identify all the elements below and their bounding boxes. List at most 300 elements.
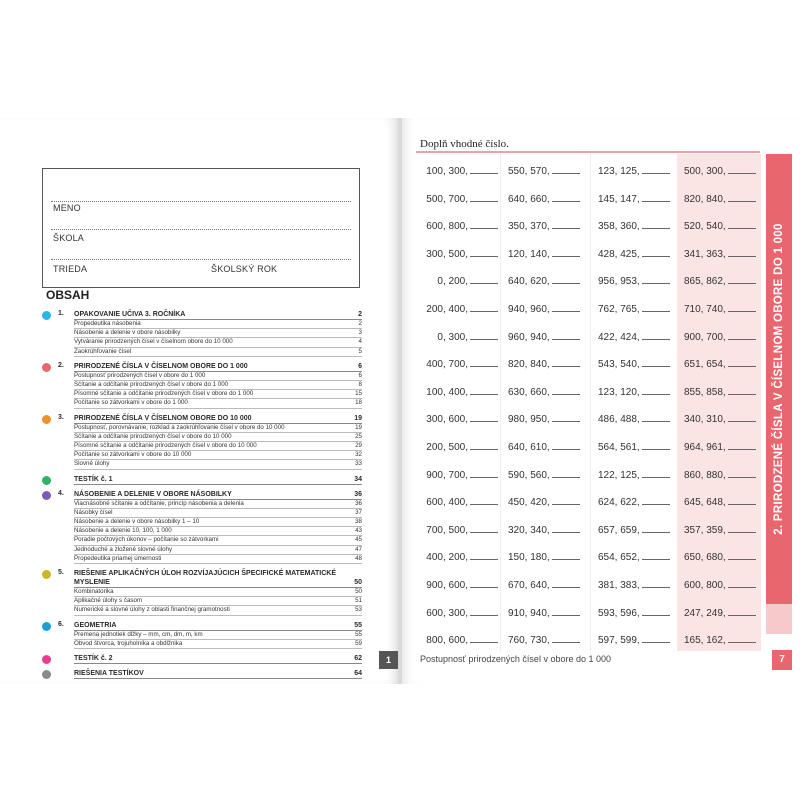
toc-chapter [42, 490, 362, 564]
sequence-item [416, 633, 498, 646]
answer-blank[interactable] [728, 247, 756, 257]
answer-blank[interactable] [728, 440, 756, 450]
toc-item [74, 546, 362, 555]
sequence-numbers: 300, 600, [426, 414, 468, 426]
toc-item [74, 320, 362, 329]
chapter-color-dot [42, 655, 51, 664]
answer-blank[interactable] [552, 523, 580, 533]
sequence-item [684, 412, 756, 425]
answer-blank[interactable] [470, 633, 498, 643]
answer-blank[interactable] [552, 247, 580, 257]
answer-blank[interactable] [642, 606, 670, 616]
answer-blank[interactable] [470, 523, 498, 533]
exercise-row [416, 330, 762, 358]
answer-blank[interactable] [470, 247, 498, 257]
sequence-numbers: 150, 180, [508, 552, 550, 564]
sequence-numbers: 486, 488, [598, 414, 640, 426]
chapter-page: 50 [354, 579, 362, 587]
info-line [51, 259, 351, 260]
exercise-row [416, 219, 762, 247]
toc-item-page: 45 [355, 536, 362, 544]
answer-blank[interactable] [728, 357, 756, 367]
sequence-numbers: 650, 680, [684, 552, 726, 564]
answer-blank[interactable] [642, 302, 670, 312]
sequence-numbers: 543, 540, [598, 359, 640, 371]
toc-item [74, 509, 362, 518]
chapter-page: 62 [354, 655, 362, 663]
sequence-item [684, 633, 756, 646]
sequence-numbers: 0, 300, [437, 331, 468, 343]
sequence-numbers: 165, 162, [684, 635, 726, 647]
sequence-numbers: 350, 370, [508, 221, 550, 233]
sequence-item [684, 357, 756, 370]
chapter-color-dot [42, 311, 51, 320]
name-label: MENO [53, 203, 81, 213]
sequence-item [416, 495, 498, 508]
chapter-number: 4. [58, 489, 64, 497]
answer-blank[interactable] [728, 550, 756, 560]
answer-blank[interactable] [470, 357, 498, 367]
toc-item-title: Jednoduché a zložené slovné úlohy [74, 545, 173, 553]
toc-item [74, 442, 362, 451]
sequence-numbers: 200, 500, [426, 441, 468, 453]
answer-blank[interactable] [642, 550, 670, 560]
chapter-title: PRIRODZENÉ ČÍSLA V ČÍSELNOM OBORE DO 1 000 [74, 362, 248, 370]
sequence-numbers: 247, 249, [684, 607, 726, 619]
answer-blank[interactable] [642, 495, 670, 505]
sequence-item [416, 385, 498, 398]
sequence-item [416, 357, 498, 370]
sequence-numbers: 910, 940, [508, 607, 550, 619]
answer-blank[interactable] [470, 274, 498, 284]
toc-title: OBSAH [46, 288, 90, 302]
exercise-row [416, 385, 762, 413]
answer-blank[interactable] [728, 633, 756, 643]
exercise-row [416, 357, 762, 385]
toc-item [74, 338, 362, 347]
answer-blank[interactable] [642, 192, 670, 202]
sequence-item [598, 440, 670, 453]
answer-blank[interactable] [552, 385, 580, 395]
sequence-numbers: 860, 880, [684, 469, 726, 481]
sequence-item [508, 633, 580, 646]
sequence-item [416, 440, 498, 453]
sequence-item [684, 164, 756, 177]
sequence-item [684, 495, 756, 508]
answer-blank[interactable] [642, 578, 670, 588]
sequence-numbers: 590, 560, [508, 469, 550, 481]
sequence-item [416, 164, 498, 177]
school-label: ŠKOLA [53, 233, 85, 243]
sequence-numbers: 600, 300, [426, 607, 468, 619]
answer-blank[interactable] [552, 274, 580, 284]
answer-blank[interactable] [552, 412, 580, 422]
sequence-numbers: 640, 610, [508, 441, 550, 453]
exercise-row [416, 412, 762, 440]
exercise-row [416, 495, 762, 523]
chapter-color-dot [42, 622, 51, 631]
sequence-numbers: 900, 700, [426, 469, 468, 481]
sequence-item [508, 302, 580, 315]
answer-blank[interactable] [728, 192, 756, 202]
chapter-title: RIEŠENIA TESTÍKOV [74, 670, 144, 678]
answer-blank[interactable] [552, 302, 580, 312]
toc-item-page: 25 [355, 432, 362, 440]
answer-blank[interactable] [642, 219, 670, 229]
toc-item-title: Písomné sčítanie a odčítanie prirodzených čísel v obore do 10 000 [74, 442, 257, 450]
chapter-heading [74, 669, 362, 679]
sequence-item [684, 385, 756, 398]
sequence-numbers: 645, 648, [684, 497, 726, 509]
toc-item-title: Vytváranie prirodzených čísel v číselnom obore do 10 000 [74, 338, 233, 346]
sequence-item [598, 247, 670, 260]
toc-chapter [42, 362, 362, 409]
sequence-item [598, 330, 670, 343]
answer-blank[interactable] [552, 330, 580, 340]
sequence-item [508, 330, 580, 343]
answer-blank[interactable] [470, 606, 498, 616]
chapter-page: 55 [354, 621, 362, 629]
sequence-numbers: 640, 660, [508, 193, 550, 205]
sequence-item [598, 192, 670, 205]
answer-blank[interactable] [552, 219, 580, 229]
toc-chapter [42, 310, 362, 357]
chapter-page: 2 [358, 311, 362, 318]
toc-item-page: 36 [355, 499, 362, 507]
sequence-item [684, 302, 756, 315]
sequence-numbers: 964, 961, [684, 441, 726, 453]
sequence-item [508, 192, 580, 205]
info-line [51, 229, 351, 230]
sequence-numbers: 320, 340, [508, 524, 550, 536]
sequence-numbers: 820, 840, [684, 193, 726, 205]
sequence-numbers: 400, 200, [426, 552, 468, 564]
sequence-numbers: 357, 359, [684, 524, 726, 536]
chapter-heading [74, 310, 362, 320]
answer-blank[interactable] [642, 385, 670, 395]
toc-item-title: Numerické a slovné úlohy z oblasti finančnej gramotnosti [74, 606, 230, 614]
side-tab-end [766, 604, 792, 634]
sequence-item [416, 578, 498, 591]
toc-item [74, 555, 362, 564]
answer-blank[interactable] [470, 550, 498, 560]
toc-item-title: Propedeutika násobenia [74, 320, 141, 327]
toc-item-title: Násobenie a delenie v obore násobilky [74, 329, 181, 337]
sequence-item [684, 550, 756, 563]
toc-item [74, 451, 362, 460]
sequence-item [598, 274, 670, 287]
toc-item-title: Písomné sčítanie a odčítanie prirodzených čísel v obore do 1 000 [74, 390, 254, 398]
answer-blank[interactable] [552, 550, 580, 560]
sequence-numbers: 800, 600, [426, 635, 468, 647]
sequence-numbers: 670, 640, [508, 579, 550, 591]
toc-item [74, 433, 362, 442]
sequence-numbers: 956, 953, [598, 276, 640, 288]
sequence-item [598, 606, 670, 619]
right-page [402, 118, 800, 684]
answer-blank[interactable] [642, 523, 670, 533]
toc-item [74, 399, 362, 408]
toc-item-title: Postupnosť, porovnávanie, rozklad a zaokrúhľovanie čísel v obore do 10 000 [74, 423, 285, 431]
sequence-numbers: 500, 700, [426, 193, 468, 205]
toc-item-page: 19 [355, 423, 362, 431]
sequence-numbers: 630, 660, [508, 386, 550, 398]
chapter-title: TESTÍK č. 1 [74, 475, 113, 483]
chapter-page: 19 [354, 414, 362, 422]
toc-item [74, 631, 362, 640]
answer-blank[interactable] [728, 495, 756, 505]
exercise-row [416, 606, 762, 634]
sequence-item [508, 523, 580, 536]
sequence-numbers: 564, 561, [598, 441, 640, 453]
answer-blank[interactable] [728, 578, 756, 588]
toc-item [74, 527, 362, 536]
sequence-numbers: 0, 200, [437, 276, 468, 288]
chapter-number: 6. [58, 620, 64, 628]
chapter-side-label: 2. PRIRODZENÉ ČÍSLA V ČÍSELNOM OBORE DO 1 000 [773, 223, 785, 535]
toc-item-page: 15 [355, 390, 362, 398]
sequence-item [598, 468, 670, 481]
sequence-numbers: 358, 360, [598, 221, 640, 233]
sequence-numbers: 123, 120, [598, 386, 640, 398]
sequence-item [684, 440, 756, 453]
sequence-item [508, 219, 580, 232]
sequence-item [508, 385, 580, 398]
answer-blank[interactable] [728, 523, 756, 533]
answer-blank[interactable] [728, 412, 756, 422]
answer-blank[interactable] [642, 274, 670, 284]
answer-blank[interactable] [470, 495, 498, 505]
toc-item-title: Poradie počtových úkonov – počítanie so zátvorkami [74, 536, 219, 544]
chapter-color-dot [42, 670, 51, 679]
chapter-heading [74, 569, 362, 588]
answer-blank[interactable] [552, 606, 580, 616]
sequence-numbers: 340, 310, [684, 414, 726, 426]
toc-item-title: Postupnosť prirodzených čísel v obore do 1 000 [74, 371, 206, 379]
chapter-number: 1. [58, 310, 64, 317]
toc-item-page: 18 [355, 399, 362, 407]
sequence-item [684, 468, 756, 481]
sequence-item [416, 550, 498, 563]
toc-item-page: 5 [358, 347, 362, 355]
chapter-color-dot [42, 415, 51, 424]
info-line [51, 201, 351, 202]
sequence-item [598, 164, 670, 177]
sequence-numbers: 145, 147, [598, 193, 640, 205]
exercise-row [416, 192, 762, 220]
answer-blank[interactable] [470, 192, 498, 202]
sequence-exercise-grid [416, 164, 762, 661]
toc-item-title: Počítanie so zátvorkami v obore do 1 000 [74, 399, 188, 407]
sequence-numbers: 960, 940, [508, 331, 550, 343]
toc-item-title: Sčítanie a odčítanie prirodzených čísel v obore do 1 000 [74, 381, 229, 389]
toc-item-page: 59 [355, 639, 362, 647]
toc-item-page: 3 [358, 329, 362, 337]
answer-blank[interactable] [642, 440, 670, 450]
sequence-item [508, 440, 580, 453]
answer-blank[interactable] [728, 468, 756, 478]
sequence-numbers: 550, 570, [508, 166, 550, 177]
sequence-item [508, 274, 580, 287]
toc-item-title: Násobenie a delenie 10, 100, 1 000 [74, 527, 172, 535]
sequence-item [416, 330, 498, 343]
sequence-numbers: 120, 140, [508, 248, 550, 260]
answer-blank[interactable] [642, 247, 670, 257]
sequence-numbers: 450, 420, [508, 497, 550, 509]
toc-item-page: 47 [355, 545, 362, 553]
exercise-row [416, 523, 762, 551]
sequence-item [684, 606, 756, 619]
toc-item-page: 6 [358, 371, 362, 379]
answer-blank[interactable] [642, 468, 670, 478]
answer-blank[interactable] [552, 164, 580, 174]
sequence-item [598, 357, 670, 370]
sequence-numbers: 381, 383, [598, 579, 640, 591]
sequence-numbers: 900, 700, [684, 331, 726, 343]
answer-blank[interactable] [470, 578, 498, 588]
chapter-color-dot [42, 491, 51, 500]
toc-item-title: Zaokrúhľovanie čísel [74, 347, 132, 355]
open-workbook [0, 118, 800, 684]
answer-blank[interactable] [642, 633, 670, 643]
sequence-item [598, 495, 670, 508]
chapter-heading [74, 362, 362, 372]
answer-blank[interactable] [552, 495, 580, 505]
answer-blank[interactable] [728, 606, 756, 616]
toc-item [74, 424, 362, 433]
page-number-left: 1 [379, 651, 398, 669]
toc-item [74, 390, 362, 399]
toc-item [74, 460, 362, 469]
toc-item [74, 381, 362, 390]
sequence-numbers: 980, 950, [508, 414, 550, 426]
answer-blank[interactable] [642, 164, 670, 174]
toc-item-page: 37 [355, 508, 362, 516]
sequence-numbers: 940, 960, [508, 303, 550, 315]
toc-item [74, 588, 362, 597]
answer-blank[interactable] [470, 164, 498, 174]
answer-blank[interactable] [552, 192, 580, 202]
answer-blank[interactable] [642, 330, 670, 340]
sequence-numbers: 593, 596, [598, 607, 640, 619]
chapter-number: 5. [58, 569, 64, 577]
toc-item [74, 348, 362, 357]
sequence-numbers: 640, 620, [508, 276, 550, 288]
answer-blank[interactable] [470, 219, 498, 229]
answer-blank[interactable] [642, 357, 670, 367]
chapter-page: 34 [354, 475, 362, 483]
toc-item [74, 518, 362, 527]
toc-item-page: 55 [355, 630, 362, 638]
answer-blank[interactable] [470, 302, 498, 312]
sequence-item [416, 302, 498, 315]
answer-blank[interactable] [728, 219, 756, 229]
sequence-item [508, 412, 580, 425]
sequence-numbers: 422, 424, [598, 331, 640, 343]
toc-item-page: 48 [355, 554, 362, 562]
chapter-heading [74, 414, 362, 424]
toc-item-title: Kombinatorika [74, 588, 114, 596]
chapter-page: 6 [358, 362, 362, 370]
sequence-numbers: 341, 363, [684, 248, 726, 260]
answer-blank[interactable] [552, 578, 580, 588]
sequence-item [416, 412, 498, 425]
class-label: TRIEDA [53, 264, 88, 274]
toc-item-title: Aplikačné úlohy s časom [74, 597, 143, 605]
toc-chapter [42, 414, 362, 470]
answer-blank[interactable] [728, 385, 756, 395]
toc-item [74, 640, 362, 649]
answer-blank[interactable] [728, 164, 756, 174]
answer-blank[interactable] [470, 330, 498, 340]
sequence-numbers: 820, 840, [508, 359, 550, 371]
toc-item-title: Sčítanie a odčítanie prirodzených čísel v obore do 10 000 [74, 432, 232, 440]
toc-item-page: 33 [355, 460, 362, 468]
toc-chapter [42, 569, 362, 616]
sequence-item [416, 219, 498, 232]
page-number-right: 7 [772, 650, 792, 670]
chapter-number: 3. [58, 413, 64, 421]
sequence-item [684, 578, 756, 591]
sequence-numbers: 900, 600, [426, 579, 468, 591]
toc-item-page: 2 [358, 320, 362, 327]
sequence-numbers: 100, 300, [426, 166, 468, 177]
answer-blank[interactable] [728, 302, 756, 312]
table-of-contents [42, 310, 362, 684]
sequence-numbers: 624, 622, [598, 497, 640, 509]
chapter-page: 36 [354, 490, 362, 498]
instruction-rule [416, 151, 760, 153]
toc-item [74, 372, 362, 381]
toc-item-page: 53 [355, 606, 362, 614]
chapter-title: OPAKOVANIE UČIVA 3. ROČNÍKA [74, 311, 186, 318]
toc-item [74, 500, 362, 509]
sequence-numbers: 762, 765, [598, 303, 640, 315]
toc-item-page: 50 [355, 588, 362, 596]
exercise-row [416, 550, 762, 578]
toc-item-page: 29 [355, 442, 362, 450]
chapter-title: TESTÍK č. 2 [74, 655, 113, 663]
toc-chapter [42, 475, 362, 485]
toc-item-title: Obvod štvorca, trojuholníka a obdĺžnika [74, 639, 183, 647]
answer-blank[interactable] [552, 440, 580, 450]
sequence-numbers: 100, 400, [426, 386, 468, 398]
answer-blank[interactable] [552, 357, 580, 367]
sequence-item [598, 523, 670, 536]
exercise-row [416, 578, 762, 606]
answer-blank[interactable] [642, 412, 670, 422]
answer-blank[interactable] [470, 468, 498, 478]
answer-blank[interactable] [728, 274, 756, 284]
answer-blank[interactable] [470, 412, 498, 422]
chapter-heading [74, 621, 362, 631]
answer-blank[interactable] [470, 385, 498, 395]
sequence-item [598, 302, 670, 315]
left-page [0, 118, 398, 684]
toc-item-title: Viacnásobné sčítanie a odčítanie, princíp násobenia a delenia [74, 499, 244, 507]
toc-item-title: Propedeutika priamej úmernosti [74, 554, 162, 562]
answer-blank[interactable] [470, 440, 498, 450]
sequence-item [598, 219, 670, 232]
toc-item-page: 32 [355, 451, 362, 459]
sequence-numbers: 865, 862, [684, 276, 726, 288]
toc-item [74, 536, 362, 545]
answer-blank[interactable] [552, 468, 580, 478]
sequence-numbers: 123, 125, [598, 166, 640, 177]
answer-blank[interactable] [728, 330, 756, 340]
answer-blank[interactable] [552, 633, 580, 643]
sequence-item [598, 412, 670, 425]
